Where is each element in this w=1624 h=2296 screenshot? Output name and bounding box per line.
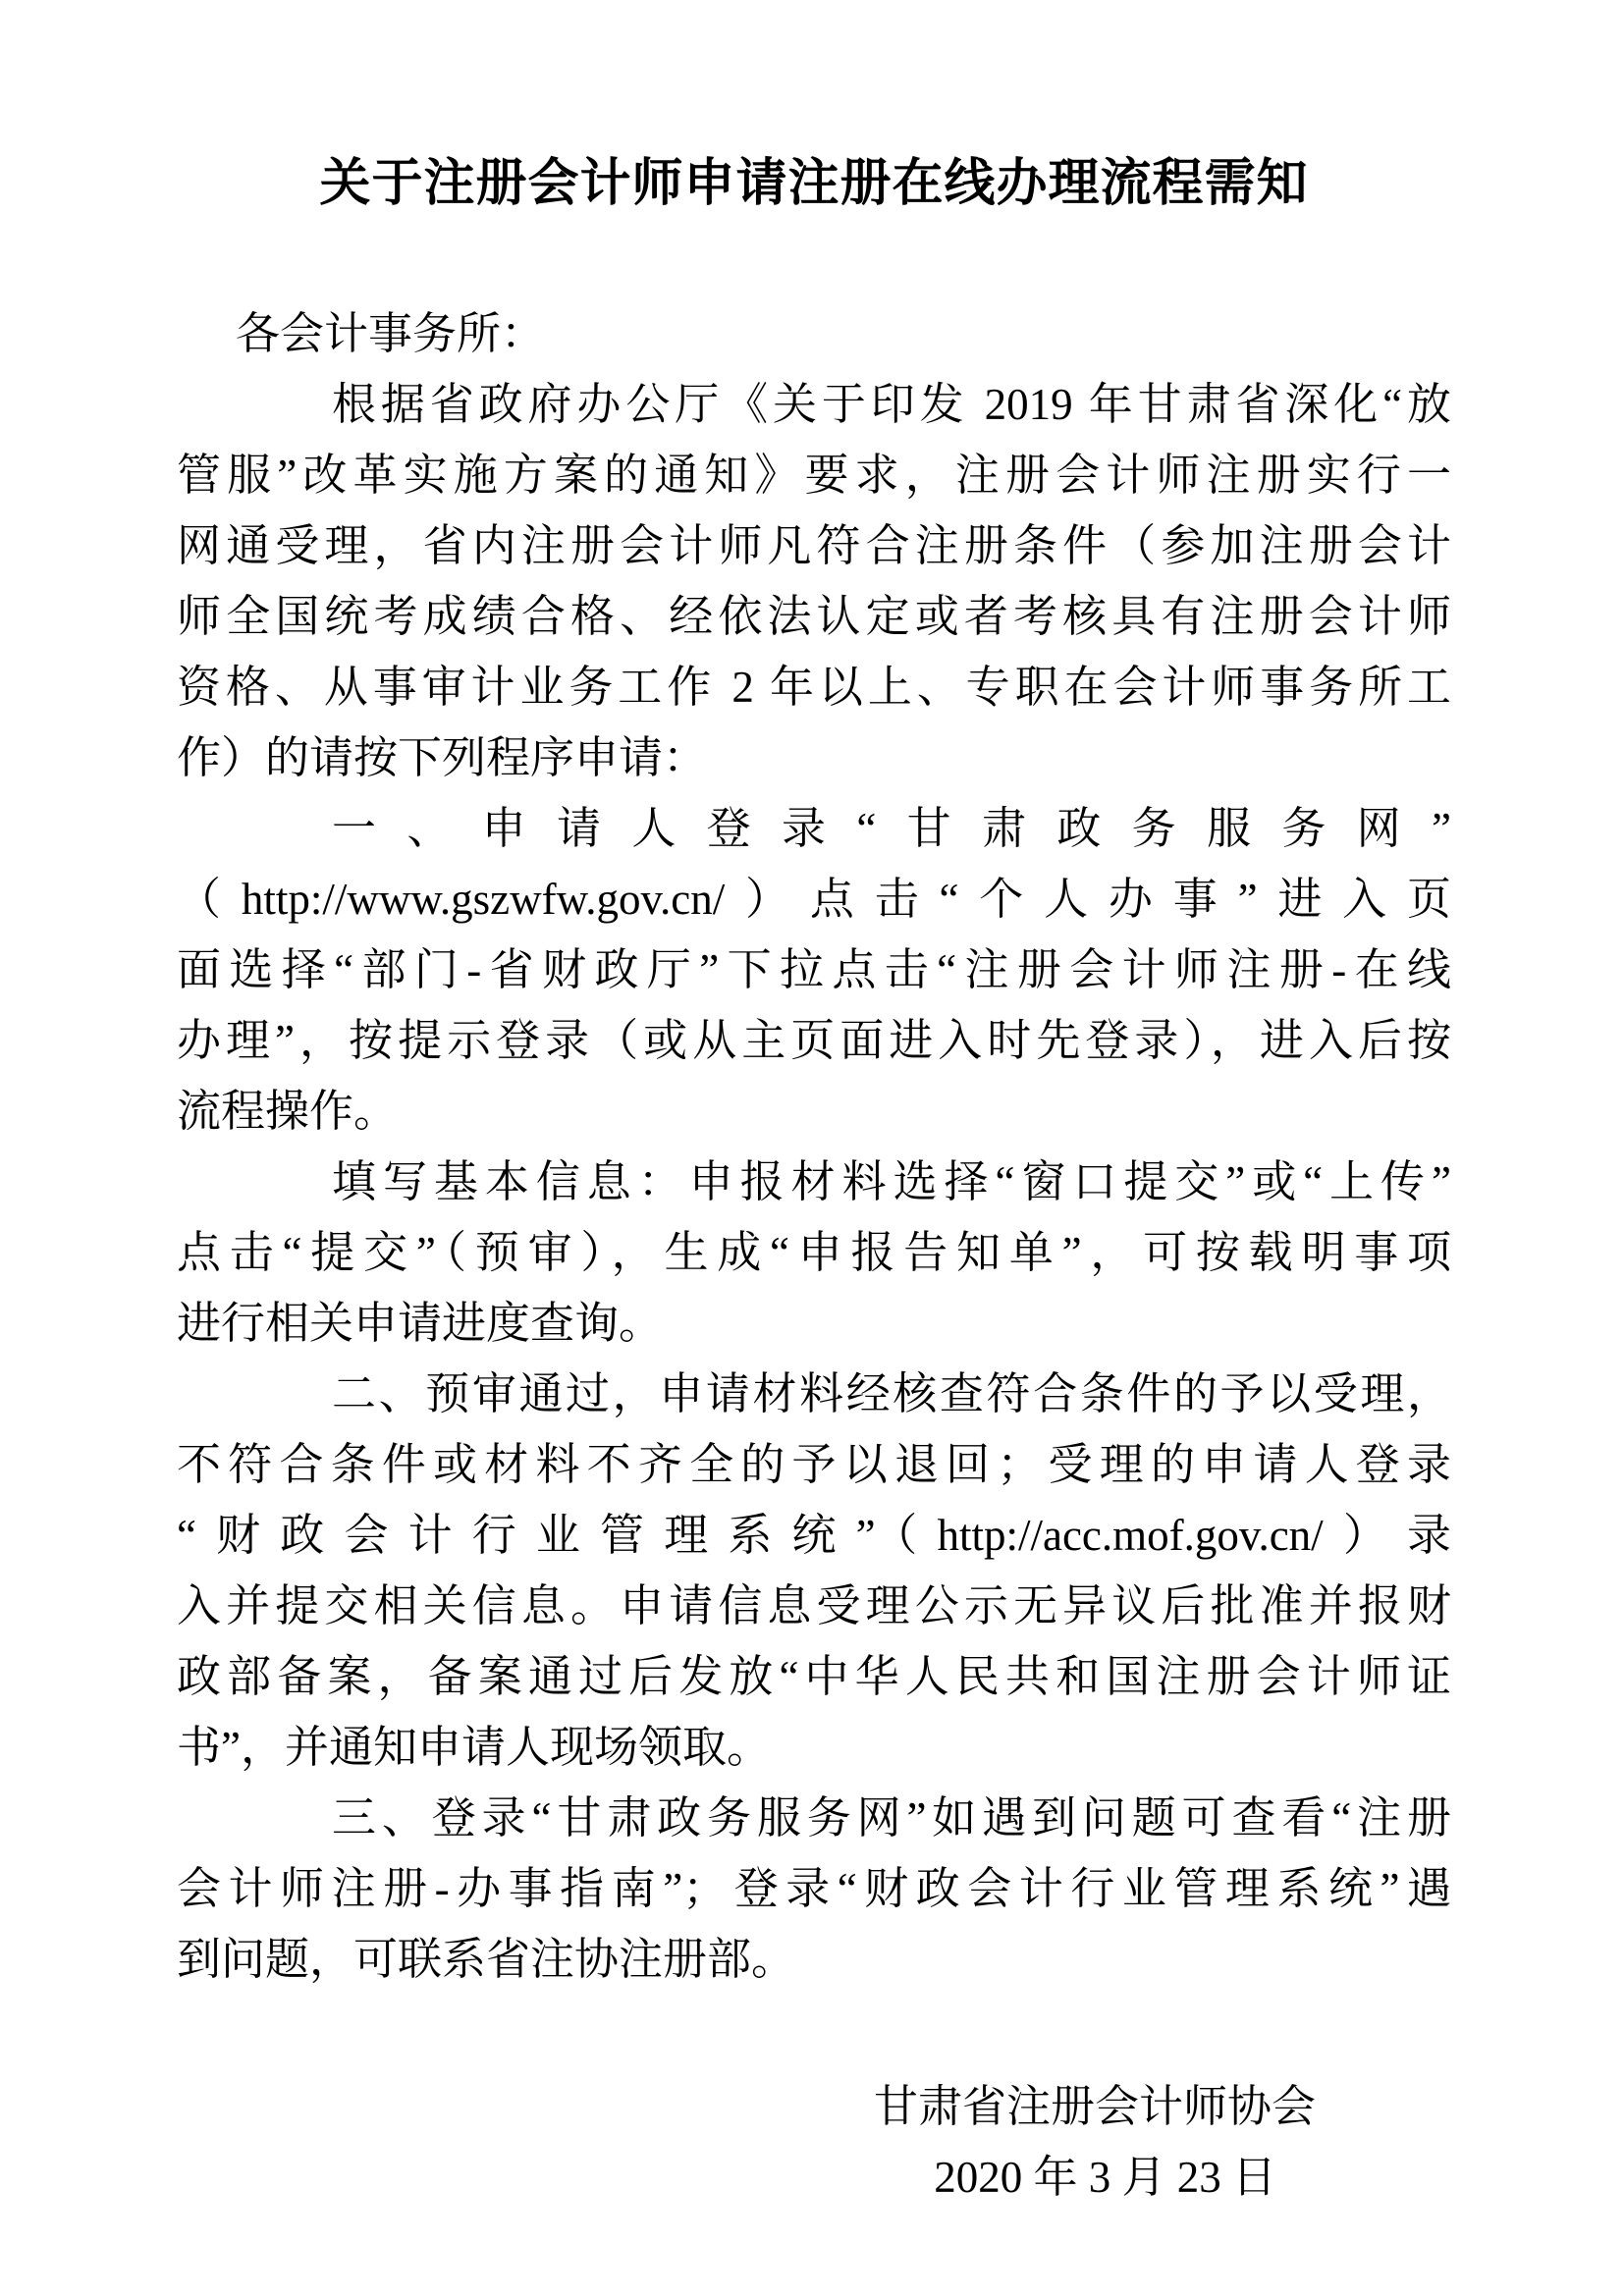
- body-line: 填写基本信息：申报材料选择“窗口提交”或“上传”: [332, 1157, 1451, 1206]
- body-line: 二、预审通过，申请材料经核查符合条件的予以受理，: [332, 1369, 1451, 1418]
- body-line: 管服”改革实施方案的通知》要求，注册会计师注册实行一: [177, 451, 1451, 500]
- body-line: 办理”，按提示登录（或从主页面进入时先登录），进入后按: [177, 1016, 1451, 1065]
- body-line: 一、申请人登录“甘肃政务服务网”: [332, 804, 1451, 853]
- body-line: “财政会计行业管理系统”（http://acc.mof.gov.cn/）录: [177, 1511, 1451, 1560]
- body-line: 书”，并通知申请人现场领取。: [177, 1723, 771, 1772]
- document-title: 关于注册会计师申请注册在线办理流程需知: [319, 156, 1309, 212]
- body-line: 资格、从事审计业务工作 2 年以上、专职在会计师事务所工: [177, 663, 1451, 712]
- signature-organization: 甘肃省注册会计师协会: [873, 2082, 1316, 2131]
- body-line: 根据省政府办公厅《关于印发 2019 年甘肃省深化“放: [332, 380, 1451, 429]
- body-line: 到问题，可联系省注协注册部。: [177, 1935, 796, 1984]
- body-line: 会计师注册-办事指南”；登录“财政会计行业管理系统”遇: [177, 1864, 1451, 1913]
- body-line: 不符合条件或材料不齐全的予以退回；受理的申请人登录: [177, 1440, 1451, 1489]
- body-line: 网通受理，省内注册会计师凡符合注册条件（参加注册会计: [177, 521, 1451, 570]
- signature-block: [177, 2071, 1451, 2213]
- signature-date: 2020 年 3 月 23 日: [934, 2153, 1276, 2202]
- body-line: 进行相关申请进度查询。: [177, 1299, 664, 1348]
- body-line: 作）的请按下列程序申请：: [177, 733, 708, 782]
- body-line: 面选择“部门-省财政厅”下拉点击“注册会计师注册-在线: [177, 945, 1451, 994]
- document-body: [177, 298, 1451, 1995]
- body-line: 流程操作。: [177, 1087, 399, 1136]
- salutation-line: 各会计事务所：: [236, 309, 546, 358]
- body-line: 三、登录“甘肃政务服务网”如遇到问题可查看“注册: [332, 1793, 1451, 1842]
- body-line: （http://www.gszwfw.gov.cn/）点击“个人办事”进入页: [177, 875, 1451, 924]
- body-line: 入并提交相关信息。申请信息受理公示无异议后批准并报财: [177, 1581, 1451, 1630]
- body-line: 点击“提交”（预审），生成“申报告知单”，可按载明事项: [177, 1228, 1451, 1277]
- body-line: 师全国统考成绩合格、经依法认定或者考核具有注册会计师: [177, 592, 1451, 641]
- body-line: 政部备案，备案通过后发放“中华人民共和国注册会计师证: [177, 1652, 1451, 1701]
